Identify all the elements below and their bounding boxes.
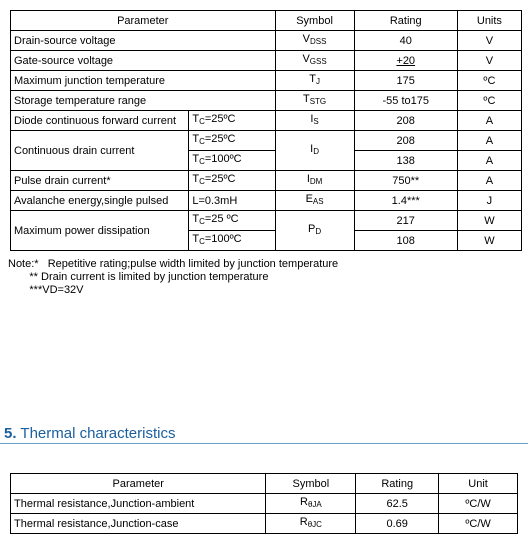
rating-cell: 0.69 [356, 514, 439, 534]
rating-cell: 138 [354, 151, 457, 171]
rating-cell: 208 [354, 131, 457, 151]
rating-cell: 40 [354, 31, 457, 51]
table-header-row [11, 474, 518, 494]
condition-cell: L=0.3mH [189, 191, 275, 211]
unit-cell: V [457, 51, 521, 71]
footnotes [8, 258, 338, 297]
table-row [11, 171, 522, 191]
header-unit: Unit [439, 474, 518, 494]
condition-cell: $T_C=25ºC$ [189, 131, 275, 151]
unit-cell: ºC [457, 71, 521, 91]
unit-cell: ºC [457, 91, 521, 111]
section-divider [0, 443, 528, 444]
header-symbol: Symbol [266, 474, 356, 494]
thermal-characteristics-table [10, 473, 518, 534]
rating-cell: -55 to175 [354, 91, 457, 111]
unit-cell: ºC/W [439, 514, 518, 534]
param-cell: Thermal resistance,Junction-case [11, 514, 266, 534]
unit-cell: A [457, 111, 521, 131]
table-row [11, 71, 522, 91]
condition-cell: $T_C=100ºC$ [189, 151, 275, 171]
table-row [11, 91, 522, 111]
condition-cell: $T_C=100ºC$ [189, 231, 275, 251]
section-heading: 5. Thermal characteristics [4, 425, 176, 442]
symbol-cell: $T_J$ [275, 71, 354, 91]
param-cell: Maximum power dissipation [11, 211, 189, 251]
condition-cell: $T_C=25$ ºC [189, 211, 275, 231]
param-cell: Diode continuous forward current [11, 111, 189, 131]
param-cell: Thermal resistance,Junction-ambient [11, 494, 266, 514]
symbol-cell: $I_S$ [275, 111, 354, 131]
table-row [11, 131, 522, 151]
table-row [11, 51, 522, 71]
param-cell: Drain-source voltage [11, 31, 276, 51]
rating-cell: 217 [354, 211, 457, 231]
unit-cell: ºC/W [439, 494, 518, 514]
param-cell: Continuous drain current [11, 131, 189, 171]
table-row [11, 191, 522, 211]
table-row [11, 211, 522, 231]
table-row [11, 31, 522, 51]
table-row [11, 111, 522, 131]
absolute-maximum-ratings-table [10, 10, 522, 251]
rating-cell: +20 [354, 51, 457, 71]
unit-cell: W [457, 211, 521, 231]
unit-cell: V [457, 31, 521, 51]
rating-cell: 175 [354, 71, 457, 91]
unit-cell: J [457, 191, 521, 211]
rating-cell: 62.5 [356, 494, 439, 514]
condition-cell: $T_C=25ºC$ [189, 111, 275, 131]
rating-cell: 1.4*** [354, 191, 457, 211]
symbol-cell: $E_{AS}$ [275, 191, 354, 211]
rating-cell: 208 [354, 111, 457, 131]
table-row [11, 514, 518, 534]
param-cell: Pulse drain current* [11, 171, 189, 191]
rating-cell: 108 [354, 231, 457, 251]
symbol-cell: $V_{DSS}$ [275, 31, 354, 51]
symbol-cell: $R_{\theta JC}$ [266, 514, 356, 534]
symbol-cell: $I_{DM}$ [275, 171, 354, 191]
param-cell: Maximum junction temperature [11, 71, 276, 91]
header-parameter: Parameter [11, 11, 276, 31]
header-symbol: Symbol [275, 11, 354, 31]
param-cell: Gate-source voltage [11, 51, 276, 71]
footnote-line: ***VD=32V [8, 284, 84, 296]
unit-cell: A [457, 171, 521, 191]
header-parameter: Parameter [11, 474, 266, 494]
unit-cell: A [457, 131, 521, 151]
symbol-cell: $T_{STG}$ [275, 91, 354, 111]
footnote-line: Note:* Repetitive rating;pulse width limited by junction temperature [8, 258, 339, 270]
table-header-row [11, 11, 522, 31]
symbol-cell: $I_D$ [275, 131, 354, 171]
table-row [11, 494, 518, 514]
symbol-cell: $V_{GSS}$ [275, 51, 354, 71]
unit-cell: A [457, 151, 521, 171]
symbol-cell: $P_D$ [275, 211, 354, 251]
rating-cell: 750** [354, 171, 457, 191]
unit-cell: W [457, 231, 521, 251]
footnote-line: ** Drain current is limited by junction temperature [8, 271, 269, 283]
header-rating: Rating [356, 474, 439, 494]
param-cell: Avalanche energy,single pulsed [11, 191, 189, 211]
condition-cell: $T_C=25ºC$ [189, 171, 275, 191]
symbol-cell: $R_{\theta JA}$ [266, 494, 356, 514]
header-units: Units [457, 11, 521, 31]
param-cell: Storage temperature range [11, 91, 276, 111]
header-rating: Rating [354, 11, 457, 31]
